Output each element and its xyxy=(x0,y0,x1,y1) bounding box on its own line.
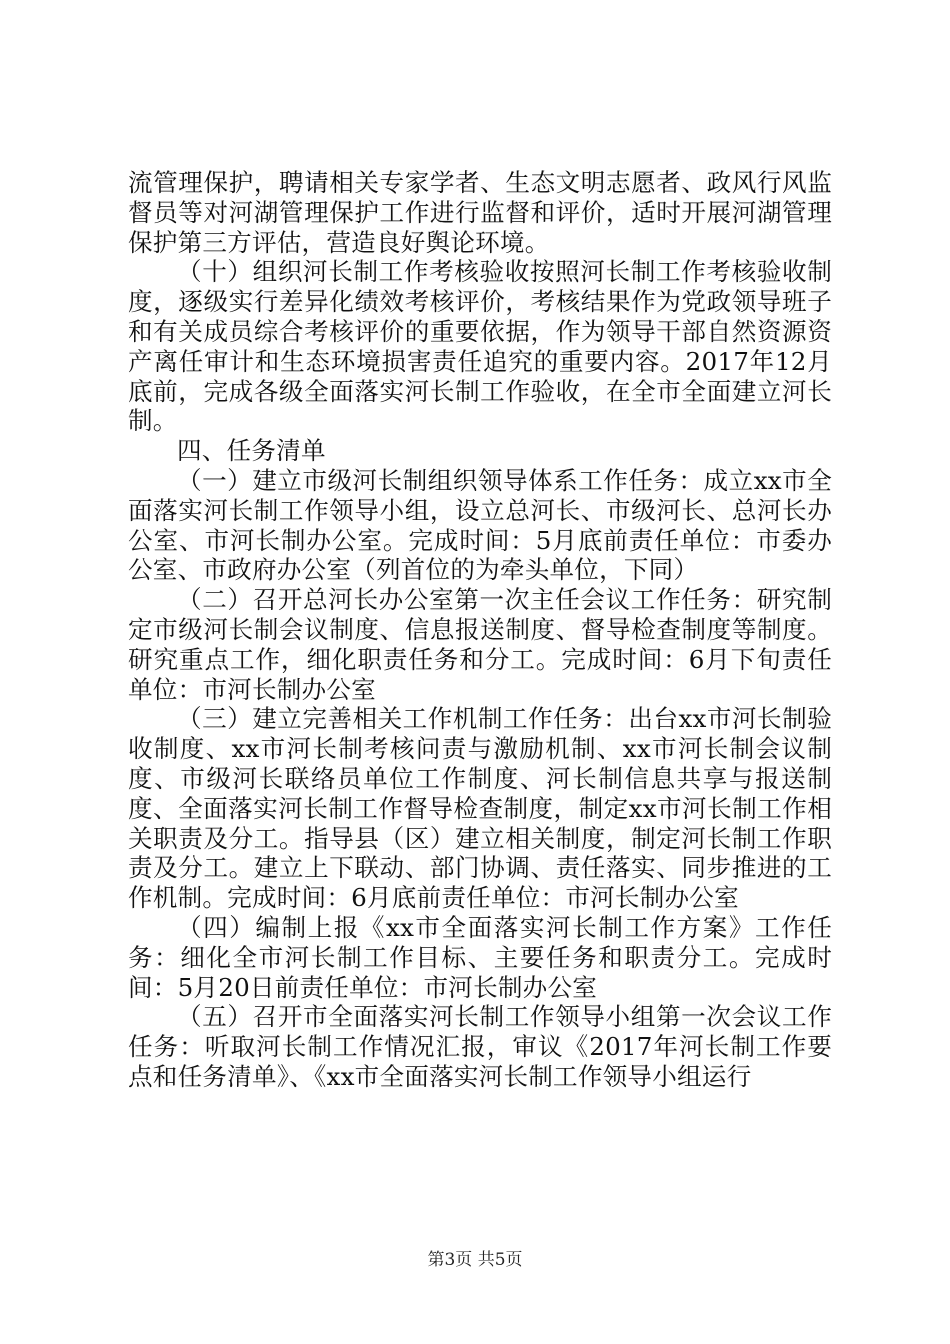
paragraph-task-2: （二）召开总河长办公室第一次主任会议工作任务：研究制定市级河长制会议制度、信息报送制度、督导检查制度等制度。研究重点工作，细化职责任务和分工。完成时间：6月下旬责任单位：市河长制办公室 xyxy=(128,585,832,704)
page-number-footer: 第3页 共5页 xyxy=(427,1250,523,1270)
paragraph-task-1: （一）建立市级河长制组织领导体系工作任务：成立xx市全面落实河长制工作领导小组，设立总河长、市级河长、总河长办公室、市河长制办公室。完成时间：5月底前责任单位：市委办公室、市政府办公室（列首位的为牵头单位，下同） xyxy=(128,465,832,585)
paragraph-task-4: （四）编制上报《xx市全面落实河长制工作方案》工作任务：细化全市河长制工作目标、主要任务和职责分工。完成时间：5月20日前责任单位：市河长制办公室 xyxy=(128,912,832,1002)
document-body xyxy=(128,168,832,1092)
section-heading-task-list: 四、任务清单 xyxy=(177,436,326,466)
paragraph-task-3: （三）建立完善相关工作机制工作任务：出台xx市河长制验收制度、xx市河长制考核问责与激励机制、xx市河长制会议制度、市级河长联络员单位工作制度、河长制信息共享与报送制度、全面落实河长制工作督导检查制度，制定xx市河长制工作相关职责及分工。指导县（区）建立相关制度，制定河长制工作职责及分工。建立上下联动、部门协调、责任落实、同步推进的工作机制。完成时间：6月底前责任单位：市河长制办公室 xyxy=(128,704,832,913)
paragraph-item-10: （十）组织河长制工作考核验收按照河长制工作考核验收制度，逐级实行差异化绩效考核评价，考核结果作为党政领导班子和有关成员综合考核评价的重要依据，作为领导干部自然资源资产离任审计和生态环境损害责任追究的重要内容。2017年12月底前，完成各级全面落实河长制工作验收，在全市全面建立河长制。 xyxy=(128,257,832,436)
paragraph-continuation: 流管理保护，聘请相关专家学者、生态文明志愿者、政风行风监督员等对河湖管理保护工作进行监督和评价，适时开展河湖管理保护第三方评估，营造良好舆论环境。 xyxy=(128,168,832,257)
paragraph-task-5: （五）召开市全面落实河长制工作领导小组第一次会议工作任务：听取河长制工作情况汇报，审议《2017年河长制工作要点和任务清单》、《xx市全面落实河长制工作领导小组运行 xyxy=(128,1002,832,1091)
